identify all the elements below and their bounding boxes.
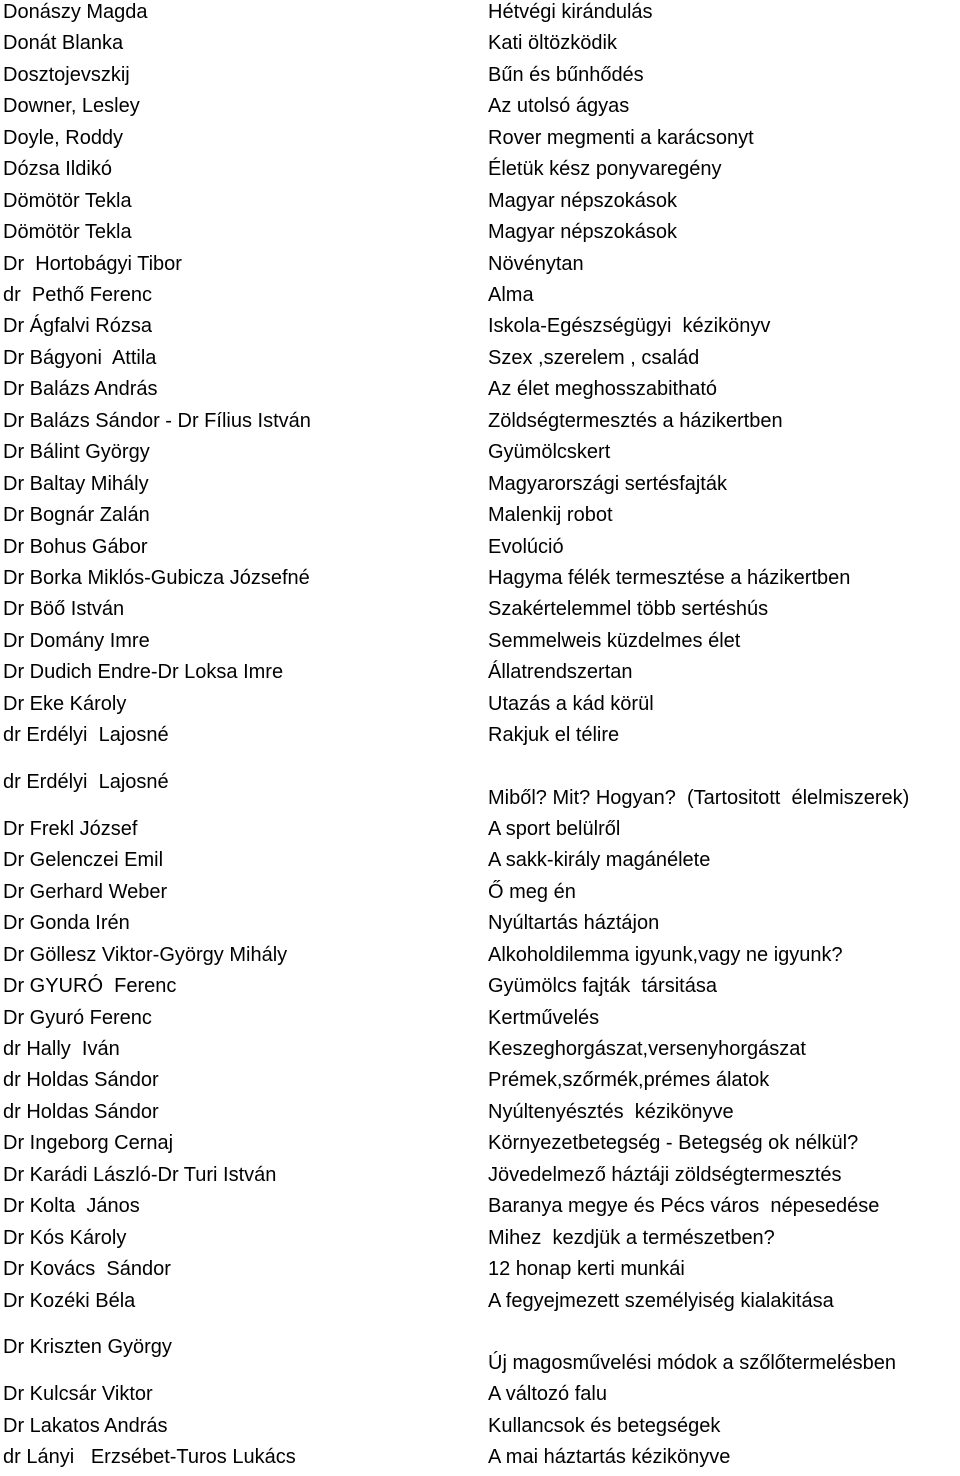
author-name: Donászy Magda (3, 1, 148, 23)
author-name: Dr Bálint György (3, 441, 150, 463)
list-row (0, 848, 960, 879)
author-name: Donát Blanka (3, 32, 124, 54)
author-name: Dr Kriszten György (3, 1336, 172, 1358)
list-row (0, 723, 960, 754)
list-row (0, 189, 960, 220)
author-name: Dr Gonda Irén (3, 912, 130, 934)
author-name: Dr Hortobágyi Tibor (3, 253, 182, 275)
book-title: Semmelweis küzdelmes élet (488, 630, 741, 652)
author-name: Dr Baltay Mihály (3, 473, 149, 495)
list-row (0, 880, 960, 911)
book-title: Evolúció (488, 536, 564, 558)
list-row (0, 943, 960, 974)
author-name: Dr Göllesz Viktor-György Mihály (3, 944, 288, 966)
author-name: Dr Gelenczei Emil (3, 849, 164, 871)
author-name: Dr Bohus Gábor (3, 536, 148, 558)
book-title: Gyümölcs fajták társitása (488, 975, 717, 997)
list-row (0, 692, 960, 723)
list-row (0, 377, 960, 408)
list-row (0, 597, 960, 628)
author-name: Dömötör Tekla (3, 190, 132, 212)
book-title: Rover megmenti a karácsonyt (488, 127, 754, 149)
list-row (0, 31, 960, 62)
book-title: Bűn és bűnhődés (488, 64, 644, 86)
author-name: Dr Kovács Sándor (3, 1258, 171, 1280)
list-row (0, 252, 960, 283)
author-name: dr Erdélyi Lajosné (3, 724, 169, 746)
author-name: Dr Domány Imre (3, 630, 150, 652)
author-name: dr Lányi Erzsébet-Turos Lukács (3, 1446, 296, 1468)
author-name: Dr GYURÓ Ferenc (3, 975, 177, 997)
list-row (0, 346, 960, 377)
book-title: Magyarországi sertésfajták (488, 473, 727, 495)
list-row (0, 314, 960, 345)
book-title: A mai háztartás kézikönyve (488, 1446, 731, 1468)
book-title: Magyar népszokások (488, 190, 677, 212)
list-row (0, 472, 960, 503)
book-title: A változó falu (488, 1383, 607, 1405)
author-name: Dr Bognár Zalán (3, 504, 150, 526)
book-title: Iskola-Egészségügyi kézikönyv (488, 315, 771, 337)
list-row (0, 1100, 960, 1131)
author-name: Downer, Lesley (3, 95, 140, 117)
author-name: Dr Kozéki Béla (3, 1290, 136, 1312)
list-row (0, 409, 960, 440)
book-title: Nyúltartás háztájon (488, 912, 660, 934)
list-row (0, 1414, 960, 1445)
author-name: Dr Kolta János (3, 1195, 140, 1217)
book-title: Rakjuk el télire (488, 724, 620, 746)
author-name: dr Erdélyi Lajosné (3, 771, 169, 793)
author-name: Dr Lakatos András (3, 1415, 168, 1437)
book-title: A sakk-király magánélete (488, 849, 711, 871)
list-row (0, 660, 960, 691)
author-name: Dr Kós Károly (3, 1227, 127, 1249)
book-title: Alma (488, 284, 534, 306)
author-name: Dr Frekl József (3, 818, 138, 840)
book-title: Hagyma félék termesztése a házikertben (488, 567, 851, 589)
author-name: Dózsa Ildikó (3, 158, 112, 180)
list-row (0, 911, 960, 942)
list-row (0, 1131, 960, 1162)
book-title: Növénytan (488, 253, 584, 275)
book-title: Kullancsok és betegségek (488, 1415, 721, 1437)
author-name: Dr Kulcsár Viktor (3, 1383, 153, 1405)
author-name: dr Hally Iván (3, 1038, 120, 1060)
book-title: Zöldségtermesztés a házikertben (488, 410, 783, 432)
book-title: Keszeghorgászat,versenyhorgászat (488, 1038, 806, 1060)
list-row (0, 157, 960, 188)
author-name: dr Pethő Ferenc (3, 284, 152, 306)
book-title: Kertművelés (488, 1007, 600, 1029)
author-name: Dosztojevszkij (3, 64, 130, 86)
book-title: A fegyejmezett személyiség kialakitása (488, 1290, 834, 1312)
list-row (0, 220, 960, 251)
author-name: Dr Böő István (3, 598, 125, 620)
list-row (0, 283, 960, 314)
author-name: Doyle, Roddy (3, 127, 124, 149)
author-name: Dr Ingeborg Cernaj (3, 1132, 174, 1154)
list-row (0, 817, 960, 848)
author-name: dr Holdas Sándor (3, 1069, 159, 1091)
author-name: Dömötör Tekla (3, 221, 132, 243)
list-row (0, 1226, 960, 1257)
book-title: Prémek,szőrmék,prémes álatok (488, 1069, 770, 1091)
author-name: Dr Balázs Sándor - Dr Fílius István (3, 410, 311, 432)
author-name: Dr Borka Miklós-Gubicza Józsefné (3, 567, 310, 589)
book-title: Kati öltözködik (488, 32, 617, 54)
book-title: Ő meg én (488, 881, 576, 903)
list-row (0, 1068, 960, 1099)
book-title: Életük kész ponyvaregény (488, 158, 722, 180)
list-row (0, 1163, 960, 1194)
book-title: 12 honap kerti munkái (488, 1258, 685, 1280)
list-row (0, 1289, 960, 1320)
author-name: Dr Ágfalvi Rózsa (3, 315, 152, 337)
list-row (0, 974, 960, 1005)
author-name: Dr Bágyoni Attila (3, 347, 157, 369)
book-title: Alkoholdilemma igyunk,vagy ne igyunk? (488, 944, 843, 966)
book-title: Gyümölcskert (488, 441, 611, 463)
author-name: Dr Gerhard Weber (3, 881, 168, 903)
book-title: Az utolsó ágyas (488, 95, 630, 117)
list-row (0, 0, 960, 31)
author-name: Dr Eke Károly (3, 693, 127, 715)
list-row (0, 1257, 960, 1288)
list-row (0, 94, 960, 125)
list-row (0, 566, 960, 597)
list-row (0, 1445, 960, 1476)
list-row (0, 503, 960, 534)
list-row (0, 63, 960, 94)
list-row (0, 1382, 960, 1413)
author-name: dr Holdas Sándor (3, 1101, 159, 1123)
book-title: Malenkij robot (488, 504, 613, 526)
list-row (0, 440, 960, 471)
book-title: Hétvégi kirándulás (488, 1, 653, 23)
list-row (0, 1006, 960, 1037)
author-name: Dr Dudich Endre-Dr Loksa Imre (3, 661, 284, 683)
book-title: Szex ,szerelem , család (488, 347, 700, 369)
book-title: Miből? Mit? Hogyan? (Tartositott élelmiszerek) (488, 787, 910, 809)
book-title: Jövedelmező háztáji zöldségtermesztés (488, 1164, 842, 1186)
author-name: Dr Karádi László-Dr Turi István (3, 1164, 277, 1186)
book-title: Környezetbetegség - Betegség ok nélkül? (488, 1132, 859, 1154)
list-row (0, 1194, 960, 1225)
book-title: Új magosművelési módok a szőlőtermelésben (488, 1352, 896, 1374)
list-row (0, 1037, 960, 1068)
book-title: Baranya megye és Pécs város népesedése (488, 1195, 880, 1217)
book-title: A sport belülről (488, 818, 621, 840)
book-title: Nyúltenyésztés kézikönyve (488, 1101, 734, 1123)
book-title: Az élet meghosszabitható (488, 378, 718, 400)
author-name: Dr Balázs András (3, 378, 158, 400)
list-row (0, 1335, 960, 1374)
list-row (0, 126, 960, 157)
book-title: Magyar népszokások (488, 221, 677, 243)
book-title: Állatrendszertan (488, 661, 633, 683)
list-row (0, 629, 960, 660)
book-title: Szakértelemmel több sertéshús (488, 598, 769, 620)
list-row (0, 535, 960, 566)
book-title: Utazás a kád körül (488, 693, 654, 715)
author-name: Dr Gyuró Ferenc (3, 1007, 152, 1029)
list-row (0, 770, 960, 809)
book-title: Mihez kezdjük a természetben? (488, 1227, 775, 1249)
